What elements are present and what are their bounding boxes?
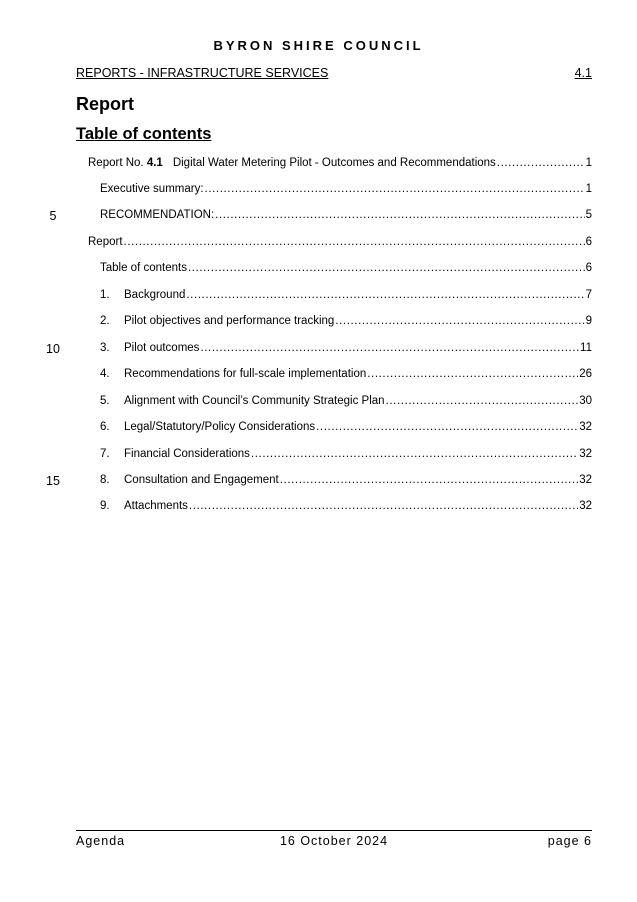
toc-item-number: 7. [100,448,110,460]
toc-page-number: 1 [585,157,592,169]
toc-page-number: 32 [579,448,592,460]
toc-item[interactable] [100,448,592,464]
dot-leader [497,157,585,169]
toc-report-no-number: 4.1 [146,157,163,169]
toc-entry-exec-summary[interactable] [100,183,592,199]
toc-entry-report[interactable] [88,236,592,252]
dot-leader [251,448,578,460]
dot-leader [215,209,584,221]
footer-rule [76,830,592,831]
toc-entry-recommendation[interactable] [100,209,592,225]
dot-leader [367,368,578,380]
section-title: REPORTS - INFRASTRUCTURE SERVICES [76,66,329,80]
toc-item-title: Recommendations for full-scale implementation [124,368,367,380]
toc-heading: Table of contents [76,125,212,143]
toc-item-number: 2. [100,315,110,327]
toc-page-number: 5 [585,209,592,221]
dot-leader [188,262,585,274]
toc-item-number: 9. [100,500,110,512]
toc-item-title: Financial Considerations [124,448,250,460]
toc-entry-title: Executive summary: [100,183,204,195]
council-name: BYRON SHIRE COUNCIL [213,38,424,53]
report-heading: Report [76,94,134,114]
toc-page-number: 30 [579,395,592,407]
toc-item[interactable] [100,395,592,411]
toc-page-number: 26 [579,368,592,380]
dot-leader [316,421,578,433]
dot-leader [205,183,585,195]
toc-page-number: 1 [585,183,592,195]
toc-item-title: Alignment with Council’s Community Strategic Plan [124,395,385,407]
dot-leader [386,395,579,407]
toc-page-number: 6 [585,236,592,248]
dot-leader [189,500,578,512]
toc-entry-report-no[interactable] [88,157,592,173]
toc-page-number: 32 [579,474,592,486]
page-footer [76,834,592,850]
toc-report-no-title: Digital Water Metering Pilot - Outcomes and Recommendations [172,157,496,169]
toc-item-title: Pilot objectives and performance tracking [124,315,335,327]
toc-item-title: Consultation and Engagement [124,474,279,486]
dot-leader [124,236,585,248]
toc-item-title: Legal/Statutory/Policy Considerations [124,421,316,433]
toc-entry-table-of-contents[interactable] [100,262,592,278]
toc-item[interactable] [100,368,592,384]
dot-leader [335,315,584,327]
toc-item-number: 1. [100,289,110,301]
toc-entry-title: Report [88,236,123,248]
dot-leader [200,342,579,354]
toc-item-number: 5. [100,395,110,407]
toc-item[interactable] [100,342,592,358]
toc-item-title: Attachments [124,500,188,512]
toc-item[interactable] [100,500,592,516]
section-header [76,66,592,82]
toc-entry-title: Table of contents [100,262,187,274]
toc-page-number: 7 [585,289,592,301]
toc-item[interactable] [100,474,592,490]
toc-item[interactable] [100,315,592,331]
toc-item[interactable] [100,289,592,305]
line-number: 15 [46,474,60,488]
line-number: 5 [49,209,57,223]
dot-leader [280,474,578,486]
toc-page-number: 32 [579,500,592,512]
toc-page-number: 11 [580,342,592,354]
toc-report-no-prefix: Report No. [88,157,147,169]
toc-item-number: 4. [100,368,110,380]
toc-item-title: Background [124,289,186,301]
footer-agenda: Agenda [76,834,126,848]
toc-page-number: 32 [579,421,592,433]
footer-page: page 6 [547,834,592,848]
toc-page-number: 6 [585,262,592,274]
toc-item-title: Pilot outcomes [124,342,200,354]
footer-date: 16 October 2024 [279,834,389,848]
toc-page-number: 9 [585,315,592,327]
item-number: 4.1 [574,66,592,80]
toc-entry-title: RECOMMENDATION: [100,209,215,221]
toc-item[interactable] [100,421,592,437]
toc-item-number: 8. [100,474,110,486]
toc-item-number: 3. [100,342,110,354]
toc-item-number: 6. [100,421,110,433]
line-number: 10 [46,342,60,356]
dot-leader [186,289,584,301]
